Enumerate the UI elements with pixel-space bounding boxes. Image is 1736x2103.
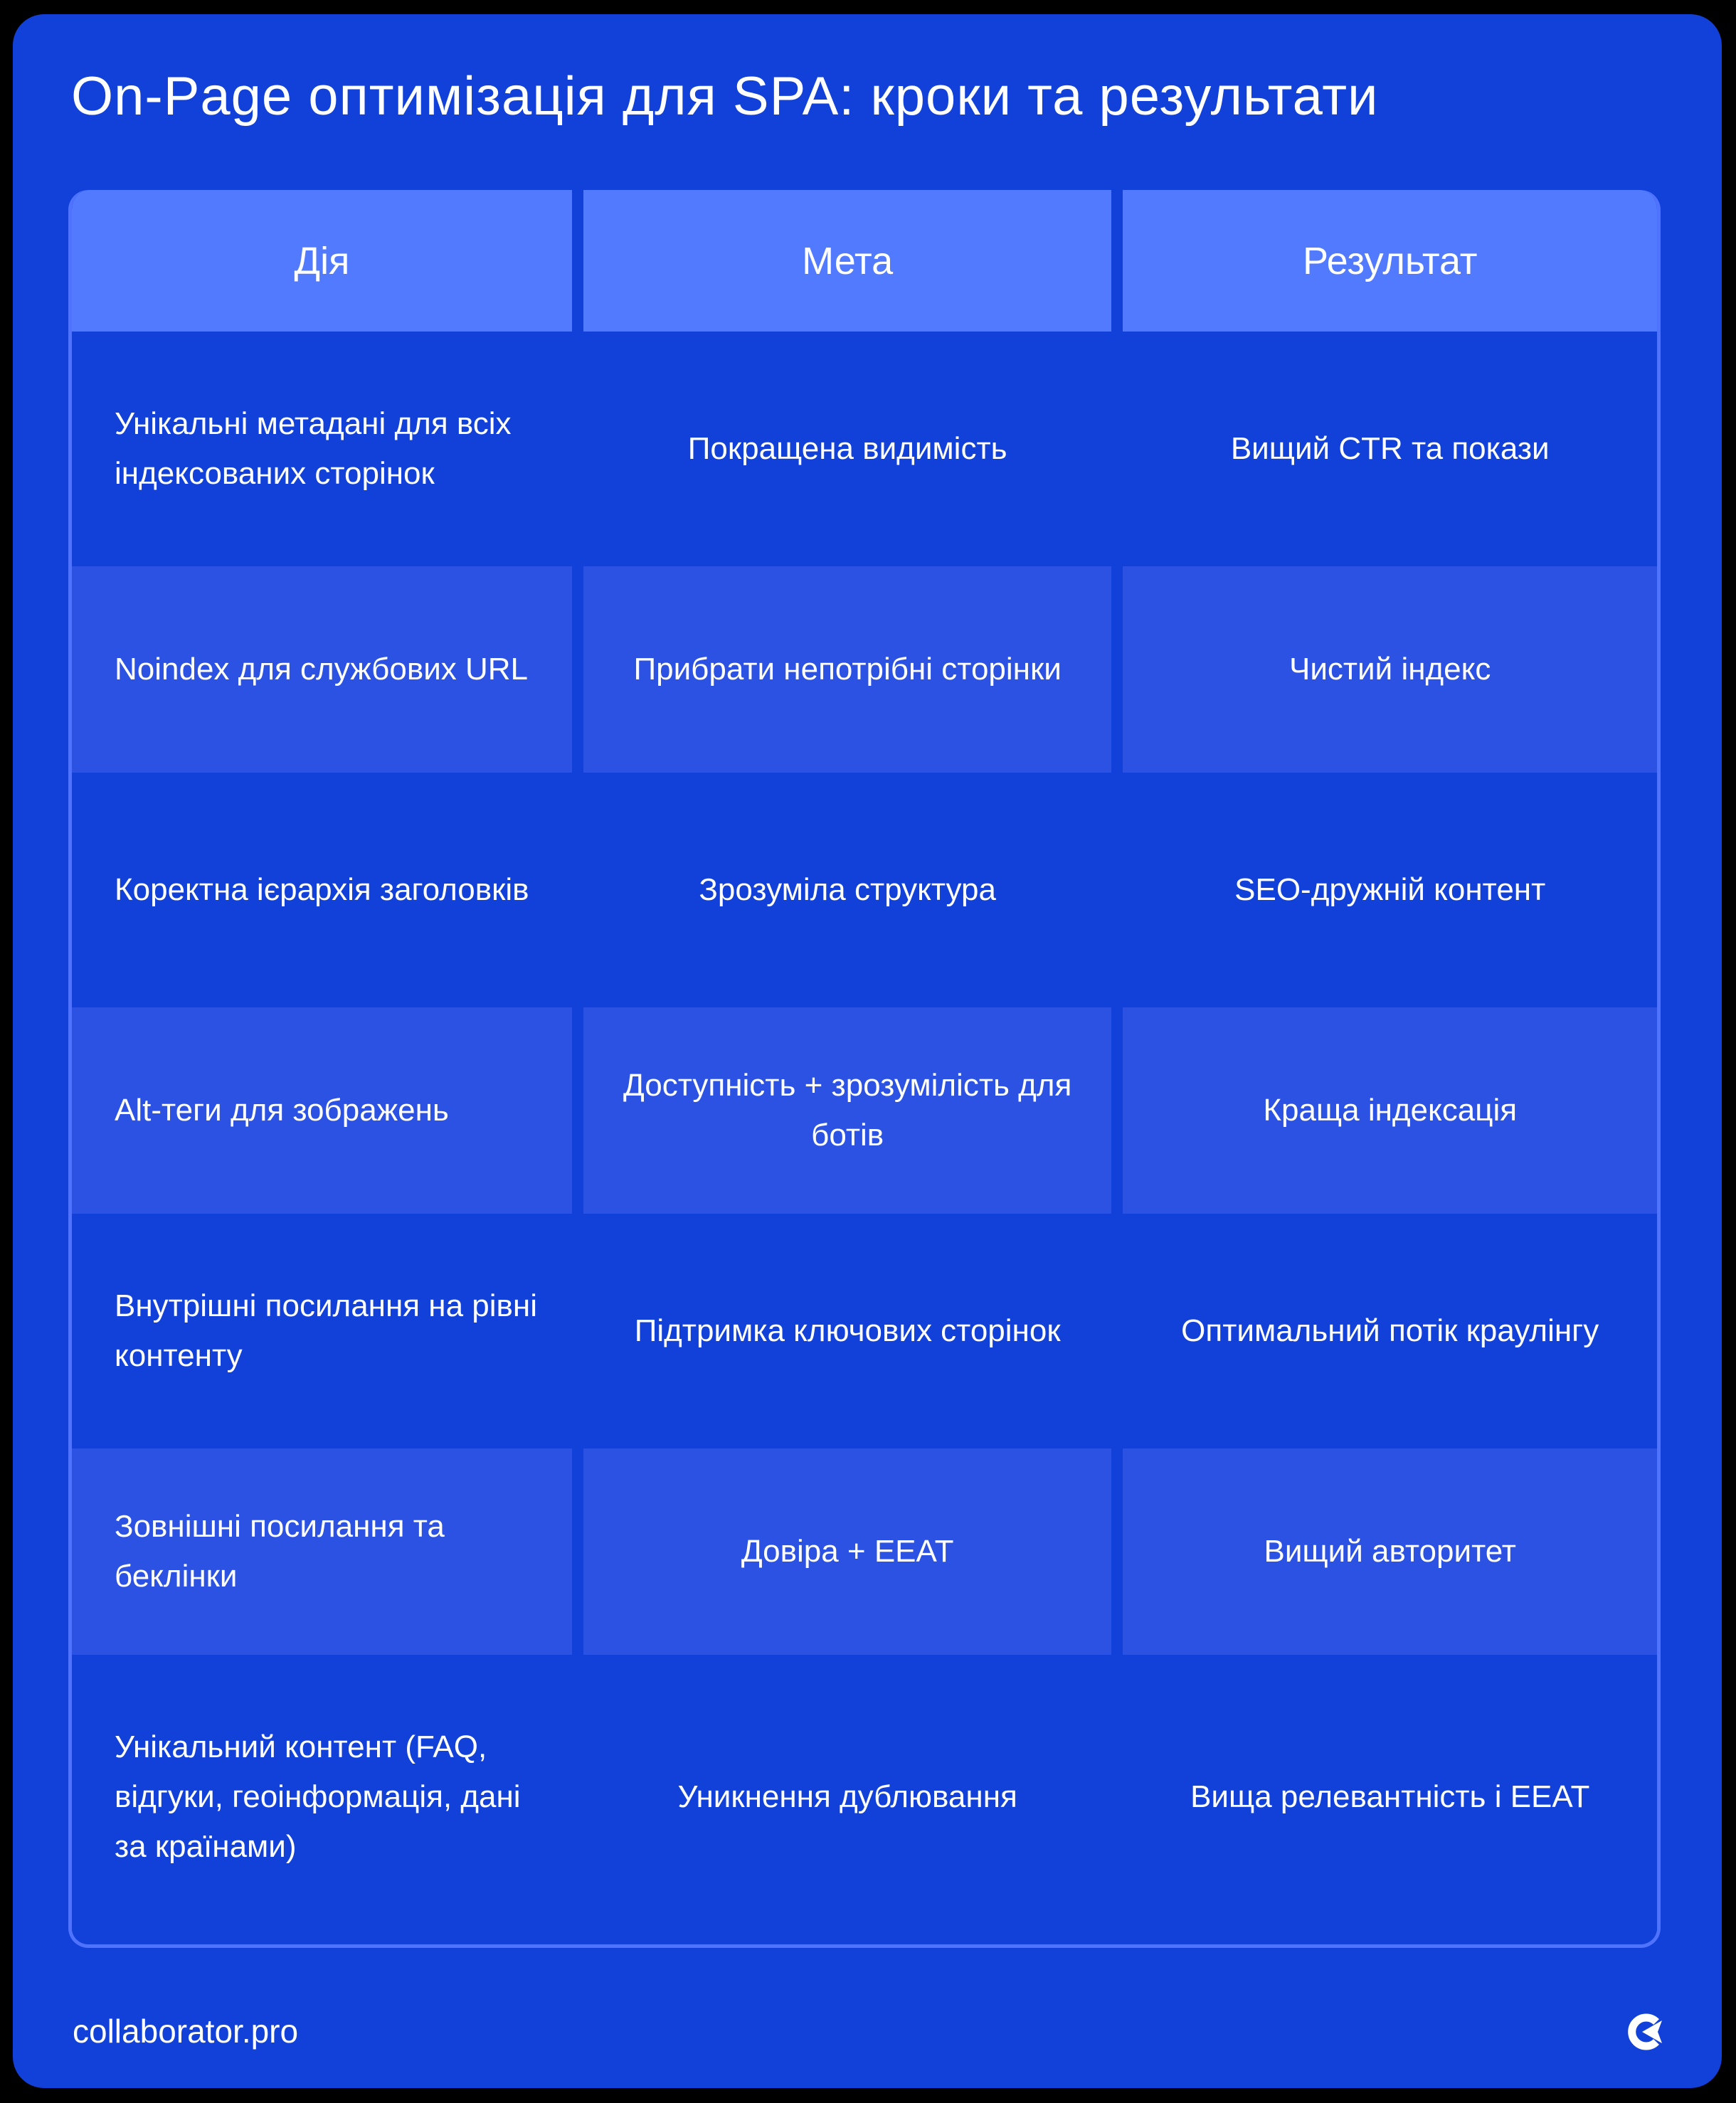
cell-result: Оптимальний потік краулінгу xyxy=(1123,1214,1657,1448)
table-body xyxy=(72,332,1657,1939)
cell-action: Внутрішні посилання на рівні контенту xyxy=(72,1214,572,1448)
table-row xyxy=(72,1655,1657,1939)
optimization-table xyxy=(68,190,1661,1948)
cell-goal: Покращена видимість xyxy=(583,332,1112,566)
table-header xyxy=(72,190,1657,332)
cell-result: Вищий CTR та покази xyxy=(1123,332,1657,566)
infographic-card xyxy=(13,14,1722,2088)
cell-action: Alt-теги для зображень xyxy=(72,1007,572,1214)
table-row xyxy=(72,566,1657,773)
column-header-goal: Мета xyxy=(583,190,1112,332)
cell-result: Краща індексація xyxy=(1123,1007,1657,1214)
cell-action: Зовнішні посилання та беклінки xyxy=(72,1448,572,1655)
table-row xyxy=(72,1214,1657,1448)
cell-goal: Зрозуміла структура xyxy=(583,773,1112,1007)
table-row xyxy=(72,332,1657,566)
cell-goal: Прибрати непотрібні сторінки xyxy=(583,566,1112,773)
cell-goal: Підтримка ключових сторінок xyxy=(583,1214,1112,1448)
column-header-action: Дія xyxy=(72,190,572,332)
cell-result: Вищий авторитет xyxy=(1123,1448,1657,1655)
cell-result: Чистий індекс xyxy=(1123,566,1657,773)
cell-result: SEO-дружній контент xyxy=(1123,773,1657,1007)
cell-goal: Довіра + EEAT xyxy=(583,1448,1112,1655)
collaborator-logo-icon xyxy=(1625,2011,1668,2053)
cell-action: Унікальний контент (FAQ, відгуки, геоінформація, дані за країнами) xyxy=(72,1655,572,1939)
table-row xyxy=(72,773,1657,1007)
cell-goal: Уникнення дублювання xyxy=(583,1655,1112,1939)
table-row xyxy=(72,1448,1657,1655)
cell-goal: Доступність + зрозумілість для ботів xyxy=(583,1007,1112,1214)
cell-action: Коректна ієрархія заголовків xyxy=(72,773,572,1007)
page-title: On-Page оптимізація для SPA: кроки та результати xyxy=(71,66,1379,127)
cell-action: Noindex для службових URL xyxy=(72,566,572,773)
footer-site-link[interactable]: collaborator.pro xyxy=(73,2013,299,2050)
cell-action: Унікальні метадані для всіх індексованих сторінок xyxy=(72,332,572,566)
cell-result: Вища релевантність і EEAT xyxy=(1123,1655,1657,1939)
table-row xyxy=(72,1007,1657,1214)
column-header-result: Результат xyxy=(1123,190,1657,332)
